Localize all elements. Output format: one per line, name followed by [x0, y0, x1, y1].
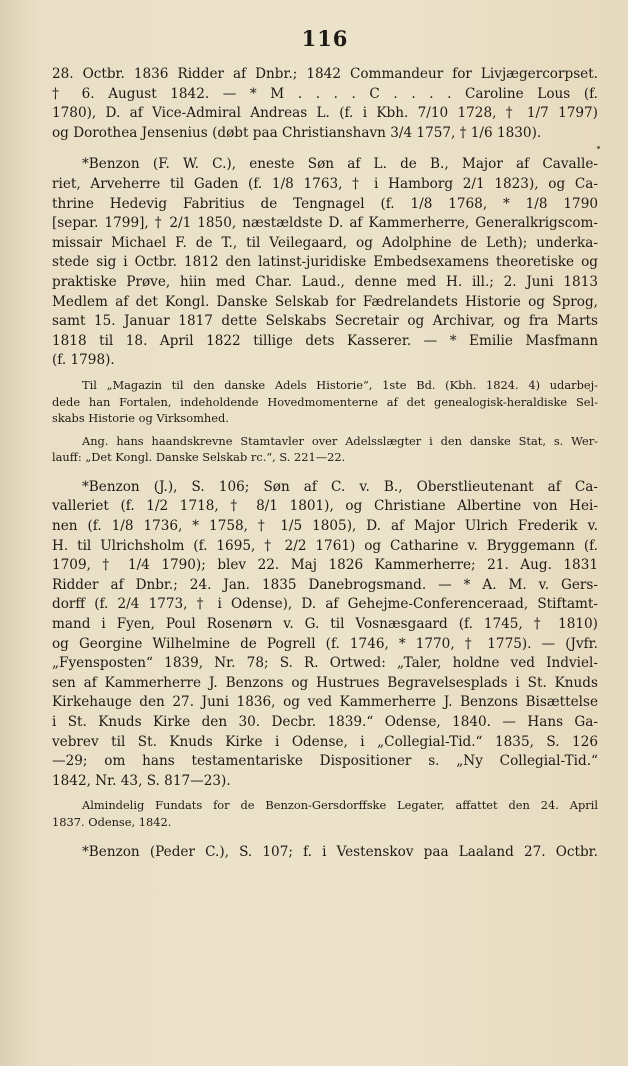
text-line: thrine Hedevig Fabritius de Tengnagel (f. 1/8 1768, * 1/8 1790	[52, 195, 598, 212]
note-line: lauff: „Det Kongl. Danske Selskab rc.“, S. 221—22.	[52, 450, 346, 465]
entry-benzon-j	[52, 478, 598, 831]
text-line: —29; om hans testamentariske Dispositioner s. „Ny Collegial-Tid.“	[52, 753, 598, 770]
text-line: 1780), D. af Vice-Admiral Andreas L. (f. i Kbh. 7/10 1728, † 1/7 1797)	[52, 105, 598, 122]
page-number: 116	[301, 26, 349, 51]
text-line: 1709, † 1/4 1790); blev 22. Maj 1826 Kammerherre; 21. Aug. 1831	[52, 557, 598, 574]
note-line: dede han Fortalen, indeholdende Hovedmomenterne af det genealogisk-heraldiske Sel-	[52, 394, 598, 409]
text-line: sen af Kammerherre J. Benzons og Hustrues Begravelsesplads i St. Knuds	[52, 674, 598, 691]
text-line: stede sig i Octbr. 1812 den latinst-juridiske Embedsexamens theoretiske og	[52, 254, 598, 271]
text-line: Ridder af Dnbr.; 24. Jan. 1835 Danebrogsmand. — * A. M. v. Gers-	[52, 576, 598, 593]
text-line: og Dorothea Jensenius (døbt paa Christianshavn 3/4 1757, † 1/6 1830).	[52, 124, 542, 141]
text-line: i St. Knuds Kirke den 30. Decbr. 1839.“ Odense, 1840. — Hans Ga-	[52, 714, 598, 730]
note-line: 1837. Odense, 1842.	[52, 814, 172, 829]
text-line: (f. 1798).	[52, 352, 115, 369]
entry-heading-line: *Benzon (F. W. C.), eneste Søn af L. de B., Major af Cavalle-	[82, 156, 598, 173]
text-line: 1842, Nr. 43, S. 817—23).	[52, 772, 231, 789]
text-line: praktiske Prøve, hiin med Char. Laud., denne med H. ill.; 2. Juni 1813	[52, 273, 598, 290]
note-line: Ang. hans haandskrevne Stamtavler over Adelsslægter i den danske Stat, s. Wer-	[82, 433, 598, 448]
footnote	[52, 797, 598, 830]
text-line: [separ. 1799], † 2/1 1850, næstældste D. af Kammerherre, Generalkrigscom-	[52, 215, 598, 232]
entry-heading-line: *Benzon (Peder C.), S. 107; f. i Vestenskov paa Laaland 27. Octbr.	[82, 843, 598, 860]
note-line: Almindelig Fundats for de Benzon-Gersdorffske Legater, affattet den 24. April	[82, 798, 598, 813]
text-line: „Fyensposten“ 1839, Nr. 78; S. R. Ortwed: „Taler, holdne ved Indviel-	[52, 655, 598, 672]
text-line: H. til Ulrichsholm (f. 1695, † 2/2 1761) og Catharine v. Bryggemann (f.	[52, 537, 598, 554]
text-line: Kirkehauge den 27. Juni 1836, og ved Kammerherre J. Benzons Bisættelse	[52, 694, 598, 711]
note-line: skabs Historie og Virksomhed.	[52, 411, 229, 426]
text-line: og Georgine Wilhelmine de Pogrell (f. 1746, * 1770, † 1775). — (Jvfr.	[52, 635, 598, 652]
text-line: missair Michael F. de T., til Veilegaard, og Adolphine de Leth); underka-	[52, 234, 598, 251]
text-line: nen (f. 1/8 1736, * 1758, † 1/5 1805), D. af Major Ulrich Frederik v.	[52, 518, 598, 535]
text-line: valleriet (f. 1/2 1718, † 8/1 1801), og Christiane Albertine von Hei-	[52, 498, 598, 515]
text-line: Medlem af det Kongl. Danske Selskab for Fædrelandets Historie og Sprog,	[52, 293, 598, 310]
text-line: riet, Arveherre til Gaden (f. 1/8 1763, † i Hamborg 2/1 1823), og Ca-	[52, 175, 598, 192]
note-line: Til „Magazin til den danske Adels Historie“, 1ste Bd. (Kbh. 1824. 4) udarbej-	[82, 377, 598, 392]
text-line: 1818 til 18. April 1822 tillige dets Kasserer. — * Emilie Masfmann	[52, 332, 598, 349]
entry-benzon-peder	[52, 843, 598, 863]
footnote	[52, 433, 598, 466]
text-line: vebrev til St. Knuds Kirke i Odense, i „Collegial-Tid.“ 1835, S. 126	[52, 733, 598, 750]
entry-continuation	[52, 65, 598, 143]
footnote	[52, 377, 598, 427]
text-line: dorff (f. 2/4 1773, † i Odense), D. af Gehejme-Conferenceraad, Stiftamt-	[52, 596, 598, 613]
text-line: mand i Fyen, Poul Rosenørn v. G. til Vosnæsgaard (f. 1745, † 1810)	[52, 616, 598, 633]
text-line: † 6. August 1842. — * M . . . . C . . . . Caroline Lous (f.	[52, 85, 598, 102]
entry-benzon-fwc	[52, 155, 598, 466]
entry-heading-line: *Benzon (J.), S. 106; Søn af C. v. B., Oberstlieutenant af Ca-	[82, 478, 598, 495]
text-line: samt 15. Januar 1817 dette Selskabs Secretair og Archivar, og fra Marts	[52, 313, 598, 330]
ink-spot	[597, 146, 600, 149]
text-line: 28. Octbr. 1836 Ridder af Dnbr.; 1842 Commandeur for Livjægercorpset.	[52, 66, 598, 82]
